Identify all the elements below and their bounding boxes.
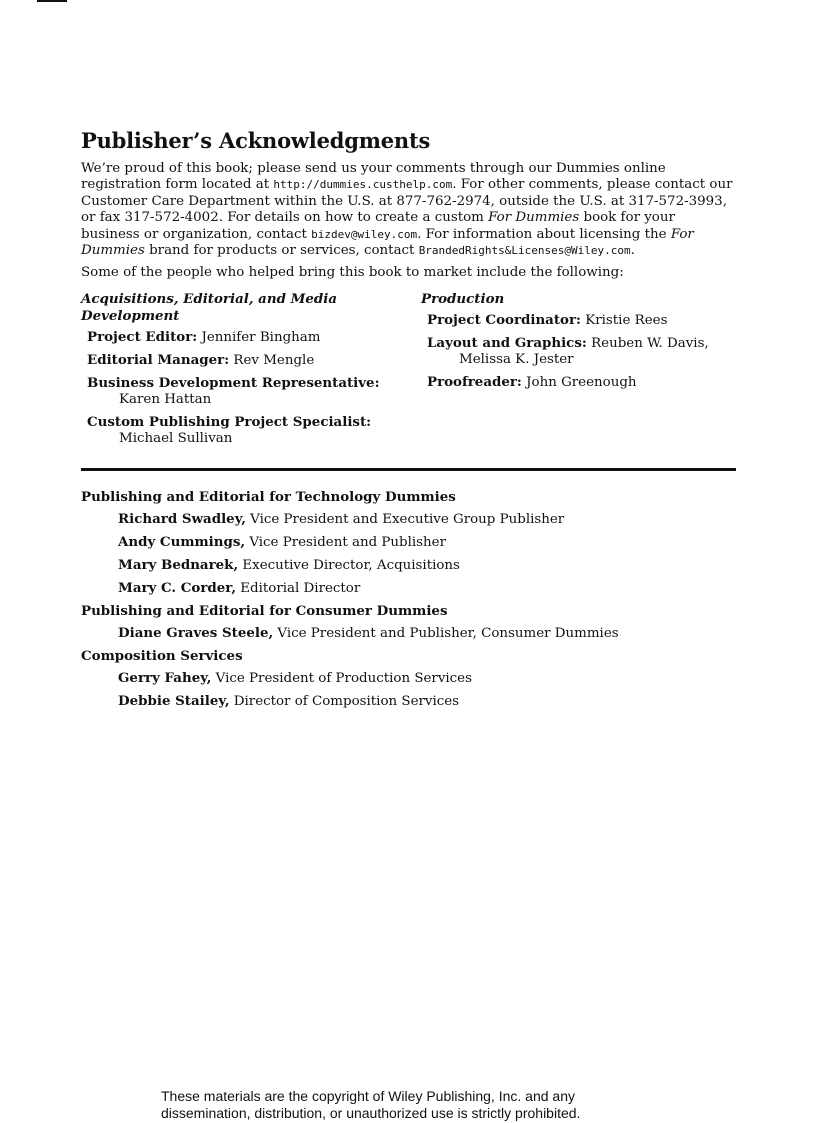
- intro-text-2: . For other comments, please contact our Customer Care Department within the U.S. at 877-762-2974, outside the U.S. at 317-572-3993, or fax 317-572-4002. For details on how to create a custom: [81, 177, 733, 226]
- group-title: Publishing and Editorial for Technology Dummies: [81, 489, 456, 506]
- credit-entry: [427, 312, 736, 329]
- credit-entry: [87, 414, 421, 447]
- credit-entry: [427, 335, 736, 368]
- group-title: Publishing and Editorial for Consumer Dummies: [81, 603, 448, 620]
- intro-text-5: brand for products or services, contact: [144, 243, 419, 259]
- staff-title: Vice President and Executive Group Publisher: [245, 512, 565, 528]
- registration-url-link[interactable]: http://dummies.custhelp.com: [273, 178, 453, 192]
- credit-name-continued: Melissa K. Jester: [459, 352, 574, 368]
- staff-entry: [118, 625, 736, 642]
- consumer-group: [81, 603, 736, 642]
- section-divider: [81, 468, 736, 471]
- group-title: Composition Services: [81, 648, 243, 665]
- bizdev-email-link[interactable]: bizdev@wiley.com: [311, 227, 418, 241]
- credit-entry: [427, 374, 736, 391]
- credit-name: Jennifer Bingham: [197, 330, 321, 346]
- footer-line: dissemination, distribution, or unauthorized use is strictly prohibited.: [161, 1105, 581, 1121]
- credit-role: Editorial Manager:: [87, 352, 230, 369]
- intro-text-3: book for your business or organization, contact: [81, 210, 675, 242]
- credits-lead: Some of the people who helped bring this book to market include the following:: [81, 265, 624, 281]
- intro-text-6: .: [630, 243, 635, 259]
- staff-name: Andy Cummings,: [118, 534, 246, 551]
- licensing-email-link[interactable]: BrandedRights&Licenses@Wiley.com: [418, 244, 631, 258]
- credit-role: Proofreader:: [427, 374, 522, 391]
- staff-name: Mary Bednarek,: [118, 557, 239, 574]
- acknowledgments-page: [81, 128, 736, 710]
- credit-name: Kristie Rees: [580, 313, 668, 329]
- credits-columns: [81, 291, 736, 453]
- acquisitions-column: [81, 291, 421, 453]
- staff-entry: [118, 693, 736, 710]
- staff-entry: [118, 511, 736, 528]
- credit-role: Project Coordinator:: [427, 312, 581, 329]
- staff-title: Director of Composition Services: [229, 694, 460, 710]
- staff-name: Gerry Fahey,: [118, 670, 212, 687]
- credit-name: Rev Mengle: [229, 353, 315, 369]
- publishing-group: [81, 489, 736, 597]
- staff-name: Richard Swadley,: [118, 511, 246, 528]
- staff-entry: [118, 580, 736, 597]
- credit-role: Project Editor:: [87, 329, 198, 346]
- credit-entry: [87, 375, 421, 408]
- page-title: Publisher’s Acknowledgments: [81, 128, 431, 153]
- credit-name: Reuben W. Davis,: [586, 336, 709, 352]
- credit-name: Michael Sullivan: [119, 431, 233, 447]
- credit-entry: [87, 352, 421, 369]
- composition-group: [81, 648, 736, 710]
- credit-name: John Greenough: [521, 375, 637, 391]
- production-heading: Production: [421, 291, 505, 308]
- brand-name: For Dummies: [81, 226, 694, 259]
- staff-entry: [118, 670, 736, 687]
- credit-role: Custom Publishing Project Specialist:: [87, 414, 372, 431]
- footer-line: These materials are the copyright of Wiley Publishing, Inc. and any: [161, 1088, 575, 1104]
- staff-title: Editorial Director: [236, 581, 361, 597]
- credit-role: Layout and Graphics:: [427, 335, 587, 352]
- staff-name: Debbie Stailey,: [118, 693, 230, 710]
- intro-text-4: . For information about licensing the: [417, 226, 671, 242]
- intro-paragraph: [81, 161, 736, 259]
- staff-title: Vice President of Production Services: [211, 671, 472, 687]
- intro-text-1: We’re proud of this book; please send us your comments through our Dummies online registration form located at: [81, 161, 666, 193]
- brand-name: For Dummies: [488, 210, 580, 226]
- staff-name: Mary C. Corder,: [118, 580, 237, 597]
- credit-entry: [87, 329, 421, 346]
- staff-title: Executive Director, Acquisitions: [238, 558, 460, 574]
- copyright-footer: [161, 1088, 681, 1122]
- staff-name: Diane Graves Steele,: [118, 625, 274, 642]
- staff-entry: [118, 557, 736, 574]
- staff-entry: [118, 534, 736, 551]
- corner-rule: [37, 0, 67, 2]
- acquisitions-heading: Acquisitions, Editorial, and Media Development: [81, 291, 338, 325]
- credit-role: Business Development Representative:: [87, 375, 380, 392]
- staff-title: Vice President and Publisher: [245, 535, 446, 551]
- staff-title: Vice President and Publisher, Consumer Dummies: [273, 626, 619, 642]
- credit-name: Karen Hattan: [119, 392, 212, 408]
- production-column: [421, 291, 736, 453]
